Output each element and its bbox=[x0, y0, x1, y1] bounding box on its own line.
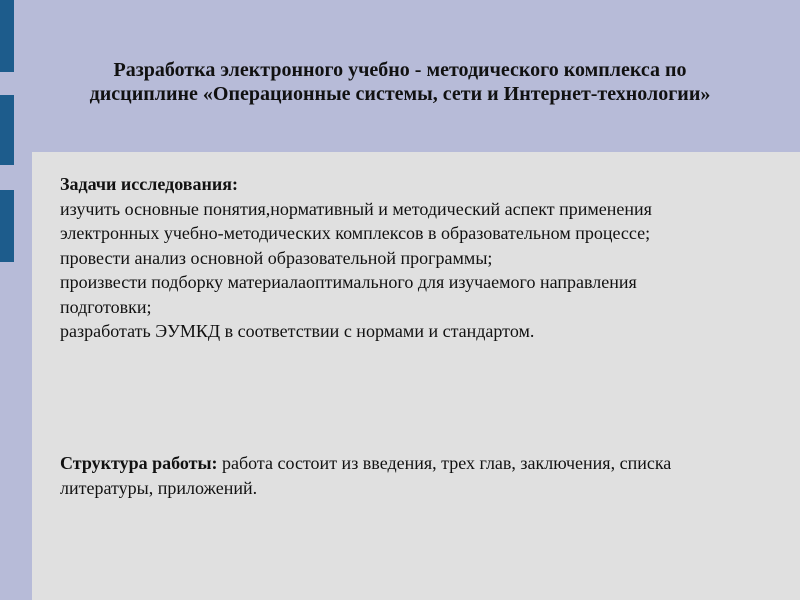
work-structure-heading: Структура работы: bbox=[60, 453, 218, 473]
research-task-item: произвести подборку материалаоптимального для изучаемого направления подготовки; bbox=[60, 272, 637, 317]
work-structure-block bbox=[60, 451, 720, 500]
research-task-item: изучить основные понятия,нормативный и методический аспект применения электронных учебно-методических комплексов в образовательном процессе; bbox=[60, 198, 652, 243]
decorative-side-bar-middle bbox=[0, 95, 14, 165]
work-structure-text: работа состоит из введения, трех глав, заключения, списка литературы, приложений. bbox=[60, 453, 672, 498]
decorative-side-bar-bottom bbox=[0, 190, 14, 262]
research-task-item: разработать ЭУМКД в соответствии с нормами и стандартом. bbox=[60, 321, 535, 341]
research-tasks-block bbox=[60, 172, 720, 344]
research-task-item: провести анализ основной образовательной программы; bbox=[60, 247, 493, 268]
decorative-side-bar-top bbox=[0, 0, 14, 72]
slide-title: Разработка электронного учебно - методического комплекса по дисциплине «Операционные системы, сети и Интернет-технологии» bbox=[89, 59, 711, 105]
research-tasks-heading: Задачи исследования: bbox=[60, 174, 238, 194]
